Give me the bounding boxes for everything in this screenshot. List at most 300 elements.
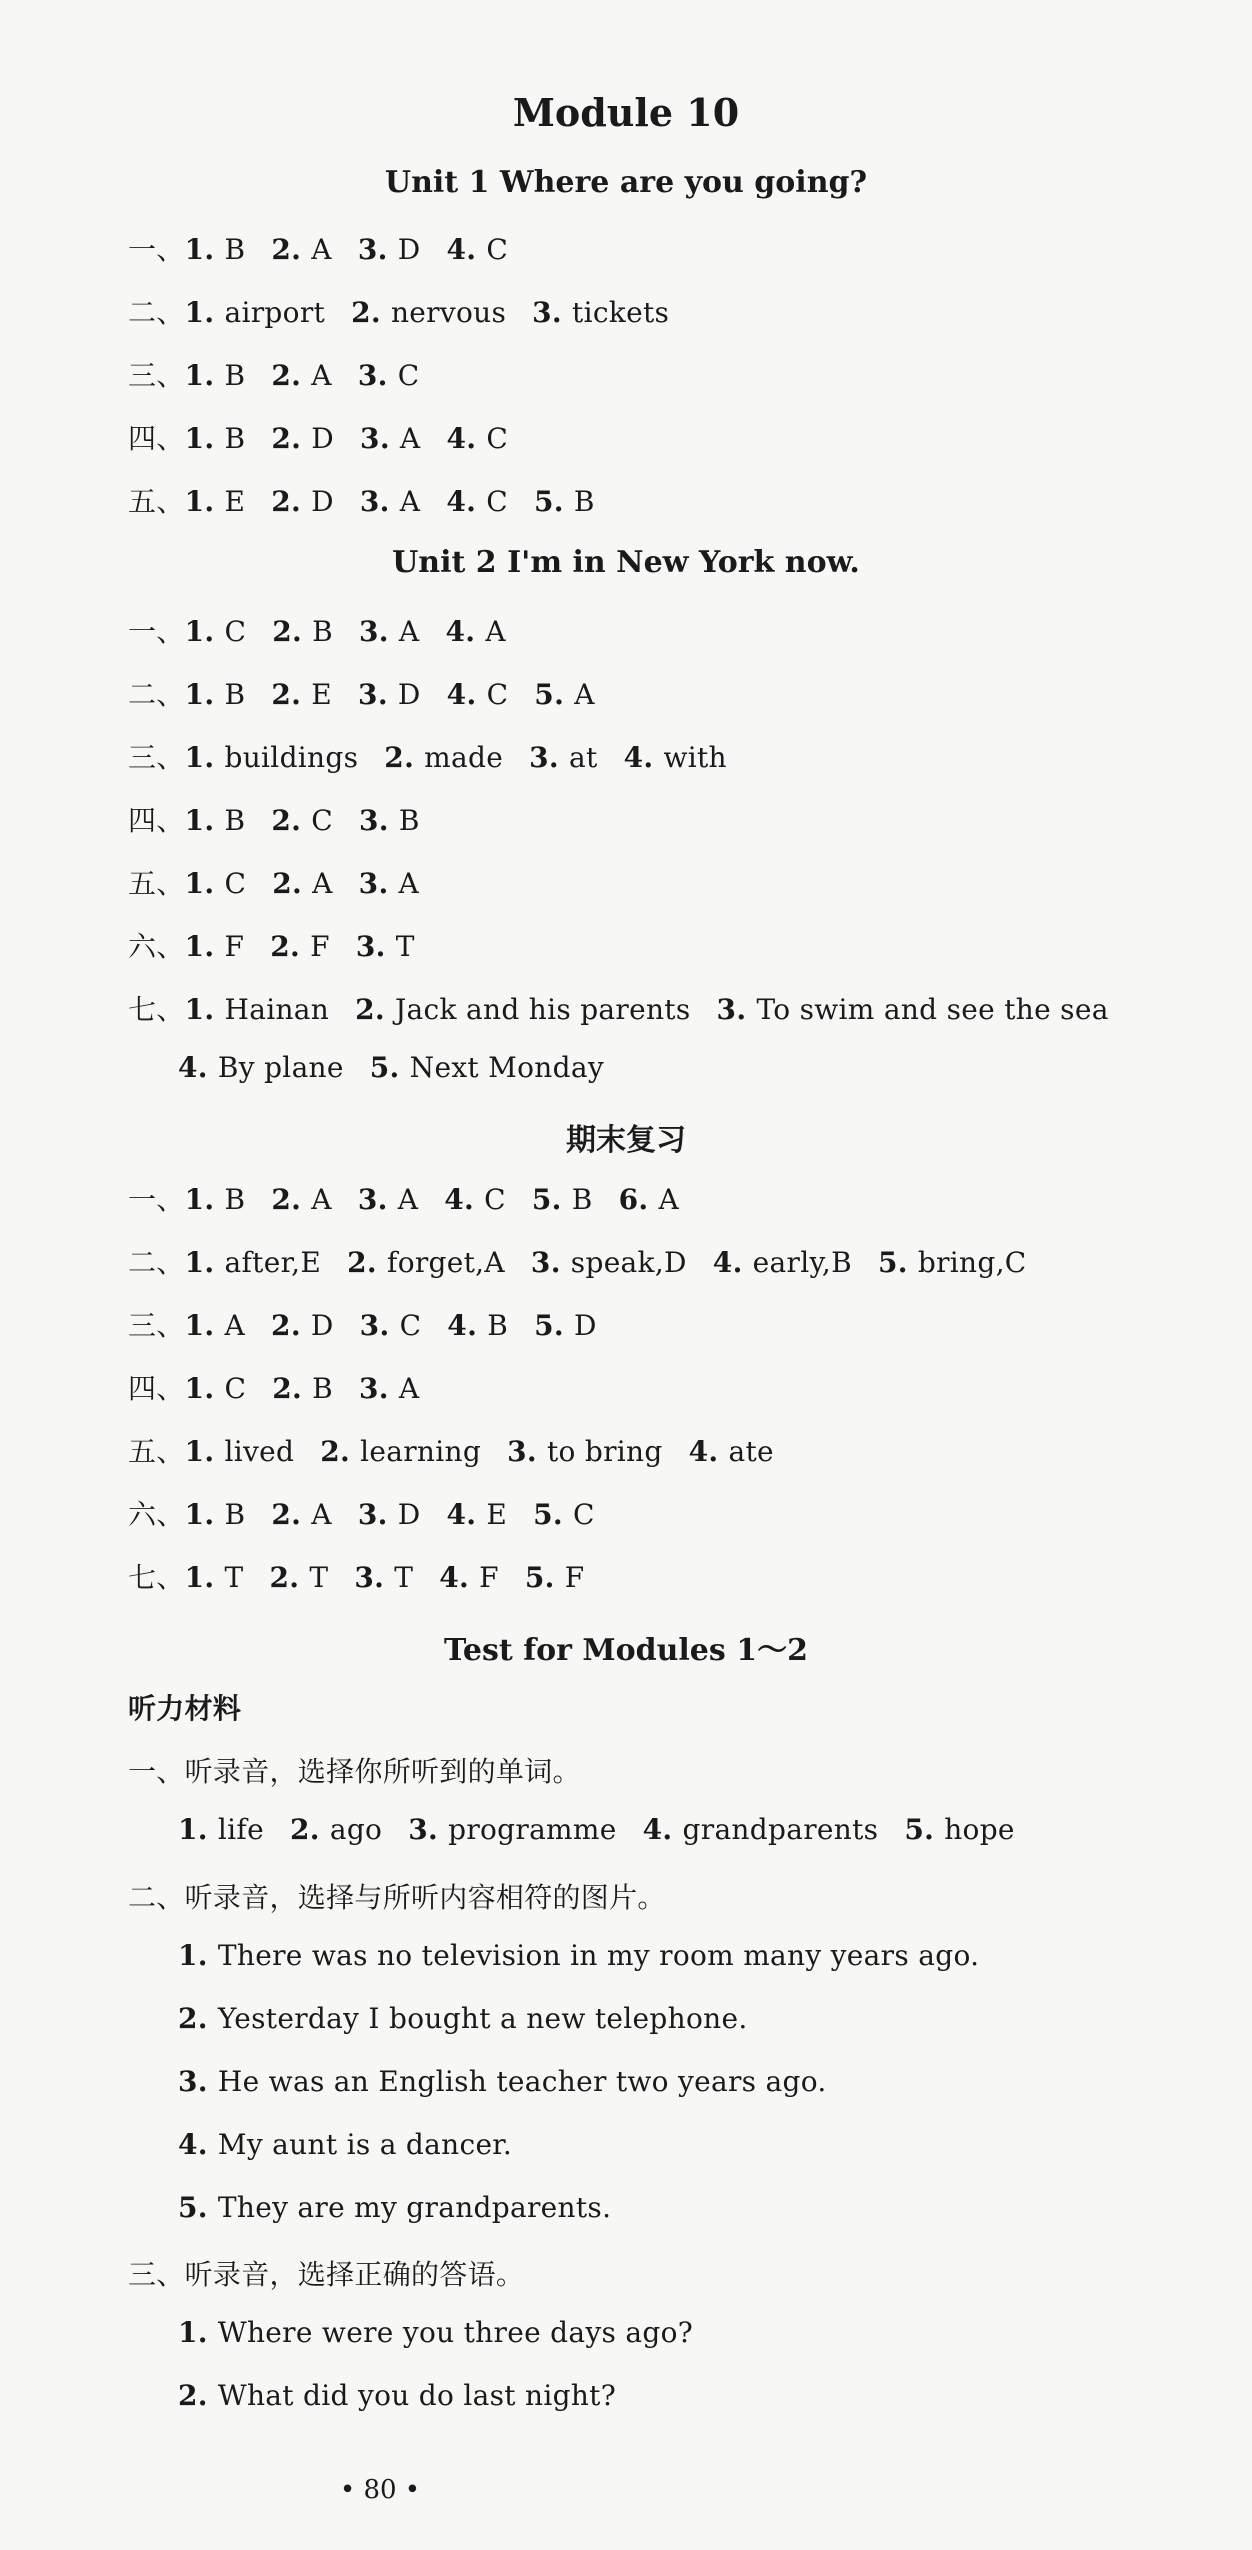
question-number: 三、 xyxy=(128,741,185,774)
item-number: 4. xyxy=(446,678,487,711)
item-number: 1. xyxy=(184,422,225,455)
item-number: 2. xyxy=(272,1372,313,1405)
answer-item xyxy=(446,1498,507,1531)
item-answer: C xyxy=(311,804,334,837)
item-answer: B xyxy=(312,615,334,648)
item-number: 2. xyxy=(270,930,311,963)
answer-item xyxy=(347,1246,505,1279)
item-number: 3. xyxy=(357,359,398,392)
item-number: 1. xyxy=(184,678,225,711)
item-answer: ate xyxy=(728,1435,774,1468)
item-number: 4. xyxy=(688,1435,729,1468)
answer-item xyxy=(178,2002,748,2035)
item-number: 1. xyxy=(184,1309,225,1342)
question-number: 一、 xyxy=(128,615,185,648)
item-answer: C xyxy=(486,678,509,711)
item-number: 1. xyxy=(178,1939,218,1972)
item-number: 1. xyxy=(184,1498,225,1531)
item-number: 1. xyxy=(184,867,225,900)
item-answer: Where were you three days ago? xyxy=(217,2316,694,2349)
item-answer: A xyxy=(311,233,332,266)
answer-item xyxy=(360,485,420,518)
item-answer: B xyxy=(224,359,246,392)
item-number: 2. xyxy=(355,993,396,1026)
item-number: 2. xyxy=(347,1246,388,1279)
item-number: 3. xyxy=(359,804,399,837)
item-answer: forget,A xyxy=(387,1246,505,1279)
item-answer: By plane xyxy=(217,1051,344,1084)
item-answer: B xyxy=(224,1498,246,1531)
item-number: 2. xyxy=(269,1561,310,1594)
question-number: 五、 xyxy=(128,867,185,900)
answer-item xyxy=(185,930,245,963)
unit2-row xyxy=(128,925,441,965)
item-answer: B xyxy=(571,1183,593,1216)
answer-item xyxy=(271,1309,334,1342)
item-answer: A xyxy=(312,867,333,900)
item-answer: To swim and see the sea xyxy=(756,993,1109,1026)
answer-item xyxy=(445,615,505,648)
answer-item xyxy=(360,1309,422,1342)
item-answer: A xyxy=(574,678,595,711)
item-number: 4. xyxy=(446,233,487,266)
item-answer: D xyxy=(311,422,335,455)
item-answer: programme xyxy=(448,1813,617,1846)
item-number: 5. xyxy=(178,2191,218,2224)
question-number: 七、 xyxy=(128,1561,185,1594)
item-number: 1. xyxy=(184,1435,225,1468)
answer-item xyxy=(320,1435,481,1468)
review-title: 期末复习 xyxy=(566,1123,686,1158)
item-answer: C xyxy=(486,233,509,266)
item-number: 2. xyxy=(384,741,425,774)
item-answer: C xyxy=(224,615,247,648)
question-number: 五、 xyxy=(128,1435,185,1468)
answer-item xyxy=(358,1183,418,1216)
item-answer: with xyxy=(663,741,727,774)
answer-item xyxy=(444,1183,506,1216)
answer-item xyxy=(178,1051,344,1084)
item-number: 4. xyxy=(642,1813,683,1846)
item-number: 4. xyxy=(178,1051,218,1084)
item-number: 2. xyxy=(271,804,312,837)
item-answer: nervous xyxy=(390,296,507,329)
part2-row xyxy=(178,2128,538,2161)
item-answer: D xyxy=(397,1498,421,1531)
unit2-row xyxy=(128,610,532,650)
part3-instruction: 三、听录音，选择正确的答语。 xyxy=(128,2258,525,2291)
item-number: 4. xyxy=(712,1246,753,1279)
answer-item xyxy=(534,678,594,711)
item-number: 3. xyxy=(359,615,399,648)
item-number: 1. xyxy=(184,296,225,329)
question-number: 三、 xyxy=(128,359,185,392)
item-answer: grandparents xyxy=(682,1813,879,1846)
answer-item xyxy=(271,485,334,518)
part3-row xyxy=(178,2379,642,2412)
unit1-row xyxy=(128,354,445,394)
answer-item xyxy=(358,359,420,392)
test-title: Test for Modules 1～2 xyxy=(444,1633,808,1668)
answer-item xyxy=(619,1183,679,1216)
answer-item xyxy=(359,615,419,648)
answer-item xyxy=(689,1435,774,1468)
part3-row xyxy=(178,2316,719,2349)
item-answer: B xyxy=(312,1372,334,1405)
item-number: 4. xyxy=(447,1309,488,1342)
question-number: 七、 xyxy=(128,993,185,1026)
item-answer: A xyxy=(311,359,332,392)
item-number: 3. xyxy=(529,741,570,774)
answer-item xyxy=(446,422,508,455)
unit2-row xyxy=(128,673,621,713)
listening-heading: 听力材料 xyxy=(128,1692,242,1725)
item-answer: A xyxy=(311,1183,332,1216)
answer-item xyxy=(447,678,509,711)
item-answer: T xyxy=(224,1561,244,1594)
item-number: 5. xyxy=(534,1309,574,1342)
review-row xyxy=(128,1178,705,1218)
item-number: 1. xyxy=(184,1372,225,1405)
item-number: 1. xyxy=(184,804,225,837)
answer-item xyxy=(178,2191,611,2224)
answer-item xyxy=(370,1051,604,1084)
item-number: 3. xyxy=(357,233,398,266)
answer-item xyxy=(359,1372,419,1405)
item-number: 2. xyxy=(271,359,312,392)
item-answer: B xyxy=(398,804,420,837)
item-answer: early,B xyxy=(752,1246,852,1279)
question-number: 二、 xyxy=(128,1246,185,1279)
review-row xyxy=(128,1556,610,1596)
item-number: 1. xyxy=(184,1561,225,1594)
item-number: 2. xyxy=(271,485,312,518)
question-number: 一、 xyxy=(128,1183,185,1216)
item-number: 3. xyxy=(507,1435,547,1468)
item-answer: E xyxy=(224,485,246,518)
answer-item xyxy=(354,1561,413,1594)
answer-item xyxy=(272,867,332,900)
item-answer: to bring xyxy=(546,1435,663,1468)
answer-item xyxy=(185,993,330,1026)
item-number: 4. xyxy=(446,1498,487,1531)
item-number: 3. xyxy=(360,422,400,455)
item-number: 3. xyxy=(532,296,573,329)
unit1-title: Unit 1 Where are you going? xyxy=(384,165,868,200)
item-answer: F xyxy=(224,930,245,963)
answer-item xyxy=(624,741,727,774)
item-number: 4. xyxy=(446,485,487,518)
answer-item xyxy=(507,1435,663,1468)
question-number: 六、 xyxy=(128,930,185,963)
answer-item xyxy=(185,296,325,329)
review-row xyxy=(128,1367,445,1407)
answer-item xyxy=(360,422,420,455)
answer-item xyxy=(272,615,333,648)
item-number: 5. xyxy=(524,1561,565,1594)
item-answer: E xyxy=(311,678,333,711)
item-number: 1. xyxy=(184,485,225,518)
item-number: 3. xyxy=(359,1309,400,1342)
question-number: 四、 xyxy=(128,422,185,455)
item-number: 4. xyxy=(445,615,486,648)
item-answer: F xyxy=(479,1561,499,1594)
answer-item xyxy=(358,678,421,711)
item-answer: A xyxy=(398,1372,420,1405)
item-answer: D xyxy=(573,1309,597,1342)
item-answer: My aunt is a dancer. xyxy=(217,2128,513,2161)
item-number: 5. xyxy=(533,485,574,518)
item-number: 1. xyxy=(184,930,225,963)
answer-item xyxy=(185,485,246,518)
item-answer: buildings xyxy=(224,741,359,774)
item-answer: C xyxy=(486,422,509,455)
answer-item xyxy=(351,296,506,329)
answer-item xyxy=(185,1246,322,1279)
page-number: • 80 • xyxy=(339,2475,421,2505)
question-number: 五、 xyxy=(128,485,185,518)
item-number: 1. xyxy=(178,2316,218,2349)
answer-item xyxy=(356,930,415,963)
unit1-row xyxy=(128,417,534,457)
answer-item xyxy=(532,296,669,329)
answer-item xyxy=(271,1183,331,1216)
item-answer: A xyxy=(399,422,421,455)
unit2-title: Unit 2 I'm in New York now. xyxy=(392,545,860,580)
answer-item xyxy=(271,422,334,455)
unit2-row xyxy=(128,862,445,902)
answer-item xyxy=(269,1561,328,1594)
part2-row xyxy=(178,2065,853,2098)
item-answer: at xyxy=(569,741,598,774)
answer-item xyxy=(185,1561,244,1594)
question-number: 四、 xyxy=(128,804,185,837)
item-answer: D xyxy=(397,233,421,266)
answer-item xyxy=(185,867,247,900)
item-answer: B xyxy=(224,1183,246,1216)
item-number: 5. xyxy=(877,1246,918,1279)
item-number: 2. xyxy=(178,2379,218,2412)
part1-row xyxy=(178,1813,1041,1846)
item-answer: There was no television in my room many years ago. xyxy=(217,1939,980,1972)
item-number: 5. xyxy=(531,1183,572,1216)
item-number: 3. xyxy=(530,1246,571,1279)
answer-item xyxy=(185,1372,247,1405)
item-number: 1. xyxy=(184,615,225,648)
answer-item xyxy=(185,422,246,455)
item-answer: learning xyxy=(360,1435,482,1468)
review-row xyxy=(128,1430,800,1470)
answer-item xyxy=(446,485,508,518)
item-answer: A xyxy=(311,1498,332,1531)
answer-item xyxy=(529,741,597,774)
answer-item xyxy=(532,1183,593,1216)
item-number: 4. xyxy=(444,1183,485,1216)
unit1-row xyxy=(128,291,695,331)
item-answer: C xyxy=(224,867,247,900)
item-number: 4. xyxy=(446,422,487,455)
item-number: 2. xyxy=(271,1498,312,1531)
unit2-row xyxy=(128,799,446,839)
item-answer: He was an English teacher two years ago. xyxy=(217,2065,827,2098)
answer-item xyxy=(185,741,359,774)
answer-item xyxy=(533,1498,595,1531)
answer-item xyxy=(185,1183,246,1216)
item-number: 6. xyxy=(618,1183,659,1216)
item-answer: They are my grandparents. xyxy=(217,2191,612,2224)
answer-item xyxy=(271,804,333,837)
review-row xyxy=(128,1241,1053,1281)
item-number: 1. xyxy=(184,359,225,392)
item-answer: B xyxy=(224,678,246,711)
module-title: Module 10 xyxy=(512,90,740,135)
question-number: 六、 xyxy=(128,1498,185,1531)
item-answer: C xyxy=(397,359,420,392)
answer-item xyxy=(185,1498,246,1531)
item-answer: A xyxy=(398,867,420,900)
item-number: 3. xyxy=(355,930,396,963)
question-number: 三、 xyxy=(128,1309,185,1342)
item-number: 1. xyxy=(178,1813,218,1846)
item-answer: A xyxy=(397,1183,419,1216)
answer-item xyxy=(272,1372,333,1405)
item-answer: B xyxy=(224,233,246,266)
item-answer: B xyxy=(224,804,246,837)
answer-item xyxy=(290,1813,382,1846)
item-number: 1. xyxy=(184,741,225,774)
answer-item xyxy=(178,2128,512,2161)
answer-item xyxy=(904,1813,1014,1846)
item-number: 3. xyxy=(357,1498,398,1531)
answer-item xyxy=(178,2316,693,2349)
item-number: 2. xyxy=(272,867,313,900)
unit1-row xyxy=(128,228,534,268)
unit2-row xyxy=(128,736,753,776)
item-number: 5. xyxy=(534,678,575,711)
item-number: 3. xyxy=(716,993,757,1026)
item-number: 3. xyxy=(358,678,398,711)
answer-item xyxy=(384,741,503,774)
answer-item xyxy=(439,1561,499,1594)
item-answer: T xyxy=(395,930,415,963)
item-number: 3. xyxy=(178,2065,218,2098)
answer-item xyxy=(271,1498,331,1531)
part2-instruction: 二、听录音，选择与所听内容相符的图片。 xyxy=(128,1881,666,1914)
item-answer: D xyxy=(397,678,421,711)
item-number: 2. xyxy=(272,615,313,648)
item-number: 5. xyxy=(904,1813,945,1846)
item-answer: lived xyxy=(224,1435,295,1468)
item-answer: Hainan xyxy=(224,993,330,1026)
item-number: 2. xyxy=(271,1309,311,1342)
answer-item xyxy=(185,1309,245,1342)
answer-item xyxy=(643,1813,879,1846)
item-answer: C xyxy=(486,485,508,518)
item-answer: bring,C xyxy=(917,1246,1027,1279)
item-number: 2. xyxy=(320,1435,361,1468)
answer-item xyxy=(178,2379,616,2412)
item-answer: A xyxy=(398,615,420,648)
item-answer: tickets xyxy=(572,296,670,329)
answer-item xyxy=(359,867,419,900)
item-answer: T xyxy=(309,1561,329,1594)
item-number: 3. xyxy=(359,485,400,518)
item-number: 4. xyxy=(178,2128,218,2161)
item-answer: speak,D xyxy=(570,1246,687,1279)
answer-item xyxy=(525,1561,585,1594)
answer-item xyxy=(185,615,247,648)
item-answer: after,E xyxy=(224,1246,322,1279)
item-number: 1. xyxy=(184,233,225,266)
item-number: 3. xyxy=(408,1813,449,1846)
item-number: 1. xyxy=(184,993,225,1026)
item-number: 4. xyxy=(439,1561,480,1594)
question-number: 二、 xyxy=(128,296,185,329)
item-answer: A xyxy=(224,1309,246,1342)
answer-item xyxy=(359,804,420,837)
answer-item xyxy=(355,993,690,1026)
item-answer: A xyxy=(485,615,506,648)
item-answer: B xyxy=(573,485,595,518)
answer-item xyxy=(408,1813,616,1846)
item-answer: C xyxy=(224,1372,247,1405)
item-answer: D xyxy=(311,485,334,518)
answer-item xyxy=(271,359,331,392)
answer-item xyxy=(178,1813,264,1846)
answer-item xyxy=(270,930,330,963)
item-number: 2. xyxy=(271,422,312,455)
review-row xyxy=(128,1304,623,1344)
item-number: 3. xyxy=(357,1183,398,1216)
answer-item xyxy=(446,233,508,266)
item-answer: airport xyxy=(224,296,326,329)
item-number: 1. xyxy=(184,1246,225,1279)
item-number: 3. xyxy=(354,1561,395,1594)
part1-instruction: 一、听录音，选择你所听到的单词。 xyxy=(128,1755,581,1788)
answer-item xyxy=(717,993,1109,1026)
item-answer: C xyxy=(399,1309,422,1342)
answer-item xyxy=(358,233,421,266)
unit1-row xyxy=(128,480,621,520)
item-answer: made xyxy=(424,741,504,774)
question-number: 四、 xyxy=(128,1372,185,1405)
item-answer: D xyxy=(310,1309,334,1342)
item-answer: B xyxy=(224,422,246,455)
item-answer: A xyxy=(399,485,421,518)
item-number: 5. xyxy=(533,1498,573,1531)
item-answer: ago xyxy=(329,1813,383,1846)
item-number: 2. xyxy=(271,678,312,711)
item-answer: F xyxy=(564,1561,585,1594)
item-answer: A xyxy=(658,1183,680,1216)
part2-row xyxy=(178,2191,637,2224)
answer-item xyxy=(271,233,331,266)
item-answer: C xyxy=(484,1183,506,1216)
item-number: 2. xyxy=(178,2002,218,2035)
unit2-row xyxy=(178,1051,630,1084)
item-number: 5. xyxy=(369,1051,410,1084)
answer-item xyxy=(878,1246,1027,1279)
item-number: 2. xyxy=(289,1813,330,1846)
answer-item xyxy=(713,1246,852,1279)
question-number: 一、 xyxy=(128,233,185,266)
answer-item xyxy=(534,485,595,518)
item-number: 4. xyxy=(623,741,664,774)
item-answer: What did you do last night? xyxy=(217,2379,617,2412)
item-answer: C xyxy=(572,1498,595,1531)
answer-item xyxy=(531,1246,687,1279)
item-answer: E xyxy=(486,1498,508,1531)
